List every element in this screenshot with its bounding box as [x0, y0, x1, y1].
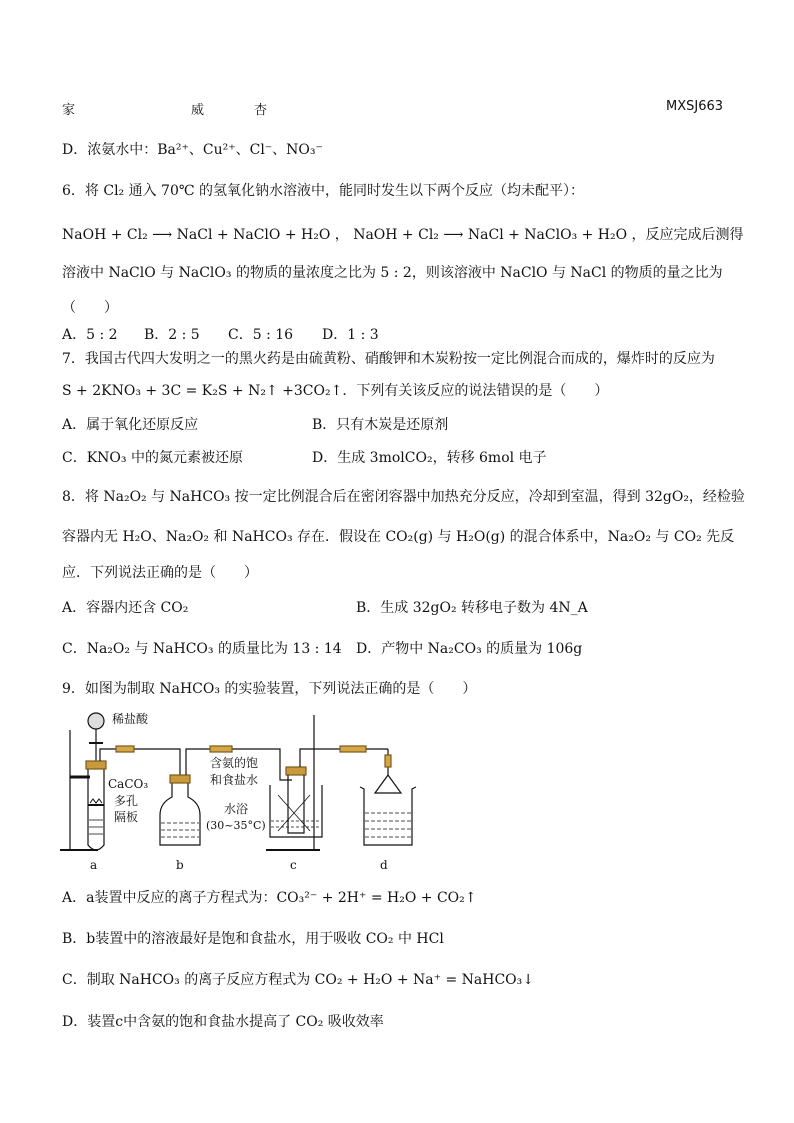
- q9-stem: 9．如图为制取 NaHCO₃ 的实验装置，下列说法正确的是（ ）: [62, 681, 477, 697]
- q6-equations: NaOH + Cl₂ ⟶ NaCl + NaClO + H₂O ， NaOH + Cl₂ ⟶ NaCl + NaClO₃ + H₂O ，反应完成后测得: [62, 227, 744, 243]
- delivery-tube-ab: [100, 749, 180, 780]
- stopper-a: [86, 761, 106, 769]
- liquid-a: [89, 820, 103, 834]
- liquid-b: [161, 823, 199, 837]
- exam-code: MXSJ663: [666, 99, 724, 114]
- rubber-joint-3: [340, 746, 366, 752]
- label-caco3: CaCO₃: [108, 777, 149, 791]
- q6-option-c: C．5 : 16: [228, 327, 294, 343]
- q7-option-a: A．属于氧化还原反应: [62, 417, 199, 433]
- label-plate-1: 多孔: [114, 794, 139, 808]
- header-char-3: 杏: [254, 103, 268, 118]
- label-bath-1: 水浴: [224, 802, 249, 816]
- label-b: b: [176, 858, 184, 872]
- label-brine-1: 含氨的饱: [210, 756, 259, 770]
- apparatus-figure: [60, 705, 480, 880]
- q8-line2: 容器内无 H₂O、Na₂O₂ 和 NaHCO₃ 存在．假设在 CO₂(g) 与 H₂O(g) 的混合体系中，Na₂O₂ 与 CO₂ 先反: [62, 529, 735, 545]
- label-brine-2: 和食盐水: [210, 773, 259, 787]
- thermometer-marks: [278, 795, 310, 831]
- q7-option-b: B．只有木炭是还原剂: [312, 417, 449, 433]
- label-c: c: [290, 858, 297, 872]
- rubber-joint-2: [210, 746, 232, 752]
- funnel-bulb: [88, 713, 104, 729]
- wash-bottle-b: [160, 780, 200, 845]
- q7-option-c: C．KNO₃ 中的氮元素被还原: [62, 450, 243, 466]
- q7-equation: S + 2KNO₃ + 3C = K₂S + N₂↑ +3CO₂↑．下列有关该反应的说法错误的是（ ）: [62, 383, 609, 399]
- q7-option-d: D．生成 3molCO₂，转移 6mol 电子: [312, 450, 547, 466]
- q6-option-b: B．2 : 5: [144, 327, 200, 343]
- label-a: a: [90, 858, 98, 872]
- beaker-d: [360, 787, 416, 845]
- header-char-1: 家: [62, 103, 76, 118]
- stopper-b: [170, 775, 190, 783]
- q8-option-b: B．生成 32gO₂ 转移电子数为 4N_A: [356, 600, 588, 616]
- q6-option-a: A．5 : 2: [62, 327, 118, 343]
- q9-option-d: D．装置c中含氨的饱和食盐水提高了 CO₂ 吸收效率: [62, 1014, 384, 1030]
- caco3-solid: [90, 799, 102, 803]
- label-acid: 稀盐酸: [112, 712, 149, 726]
- q6-line2: 溶液中 NaClO 与 NaClO₃ 的物质的量浓度之比为 5 : 2，则该溶液中 NaClO 与 NaCl 的物质的量之比为: [62, 265, 723, 281]
- header-char-2: 威: [191, 103, 205, 118]
- stopper-c: [286, 767, 306, 775]
- q8-line1: 8．将 Na₂O₂ 与 NaHCO₃ 按一定比例混合后在密闭容器中加热充分反应，冷却到室温，得到 32gO₂，经检验: [62, 489, 745, 505]
- q8-option-d: D．产物中 Na₂CO₃ 的质量为 106g: [356, 641, 583, 657]
- q6-option-d: D．1 : 3: [322, 327, 379, 343]
- q8-option-a: A．容器内还含 CO₂: [62, 600, 189, 616]
- q9-option-a: A．a装置中反应的离子方程式为：CO₃²⁻ + 2H⁺ = H₂O + CO₂↑: [62, 890, 477, 906]
- inverted-funnel: [375, 775, 401, 793]
- test-tube-a: [88, 765, 104, 850]
- q7-stem: 7．我国古代四大发明之一的黑火药是由硫黄粉、硝酸钾和木炭粉按一定比例混合而成的，爆炸时的反应为: [62, 351, 715, 367]
- q5-option-d: D．浓氨水中：Ba²⁺、Cu²⁺、Cl⁻、NO₃⁻: [62, 142, 323, 158]
- q9-option-b: B．b装置中的溶液最好是饱和食盐水，用于吸收 CO₂ 中 HCl: [62, 931, 444, 947]
- rubber-joint-1: [116, 746, 134, 752]
- label-plate-2: 隔板: [114, 810, 139, 824]
- label-bath-2: (30~35°C): [206, 819, 266, 832]
- label-d: d: [380, 858, 388, 872]
- liquid-d: [365, 813, 411, 837]
- q9-option-c: C．制取 NaHCO₃ 的离子反应方程式为 CO₂ + H₂O + Na⁺ = NaHCO₃↓: [62, 972, 534, 988]
- q8-option-c: C．Na₂O₂ 与 NaHCO₃ 的质量比为 13 : 14: [62, 641, 342, 657]
- q6-paren: （ ）: [62, 300, 118, 316]
- rubber-joint-4: [385, 755, 391, 767]
- q8-line3: 应．下列说法正确的是（ ）: [62, 565, 258, 581]
- q6-stem: 6．将 Cl₂ 通入 70℃ 的氢氧化钠水溶液中，能同时发生以下两个反应（均未配平）：: [62, 183, 584, 199]
